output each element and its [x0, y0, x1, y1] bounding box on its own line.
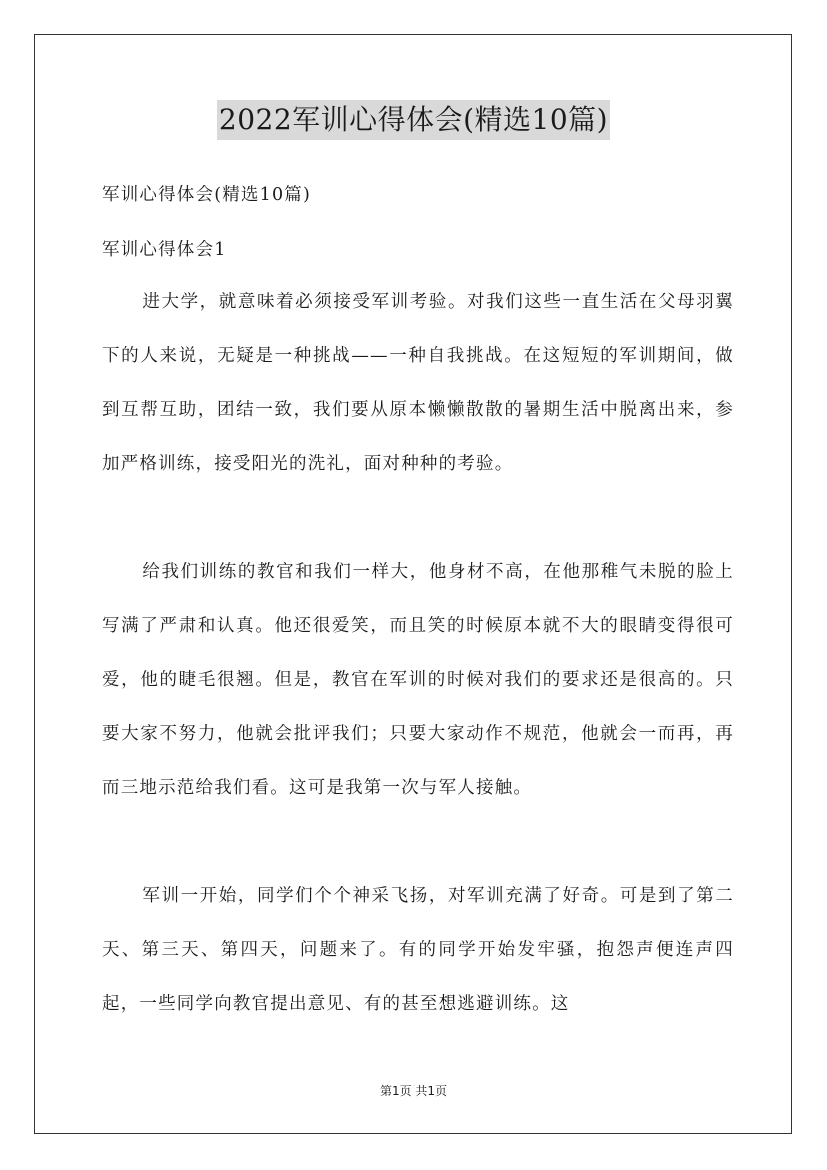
paragraph-1 [102, 275, 734, 491]
section-heading: 军训心得体会1 [102, 240, 227, 260]
paragraph-3 [102, 869, 734, 1031]
paragraph-3-text: 军训一开始，同学们个个神采飞扬，对军训充满了好奇。可是到了第二天、第三天、第四天，问题来了。有的同学开始发牢骚，抱怨声便连声四起，一些同学向教官提出意见、有的甚至想逃避训练。这 [102, 886, 734, 1014]
paragraph-2-text: 给我们训练的教官和我们一样大，他身材不高，在他那稚气未脱的脸上写满了严肃和认真。他还很爱笑，而且笑的时候原本就不大的眼睛变得很可爱，他的睫毛很翘。但是，教官在军训的时候对我们的要求还是很高的。只要大家不努力，他就会批评我们；只要大家动作不规范，他就会一而再，再而三地示范给我们看。这可是我第一次与军人接触。 [102, 562, 734, 798]
title-container [0, 100, 827, 140]
paragraph-1-text: 进大学，就意味着必须接受军训考验。对我们这些一直生活在父母羽翼下的人来说，无疑是一种挑战——一种自我挑战。在这短短的军训期间，做到互帮互助，团结一致，我们要从原本懒懒散散的暑期生活中脱离出来，参加严格训练，接受阳光的洗礼，面对种种的考验。 [102, 292, 734, 474]
document-title: 2022军训心得体会(精选10篇) [217, 100, 610, 140]
paragraph-2 [102, 545, 734, 815]
page-footer: 第1页 共1页 [379, 1084, 448, 1098]
document-subtitle: 军训心得体会(精选10篇) [102, 185, 312, 205]
